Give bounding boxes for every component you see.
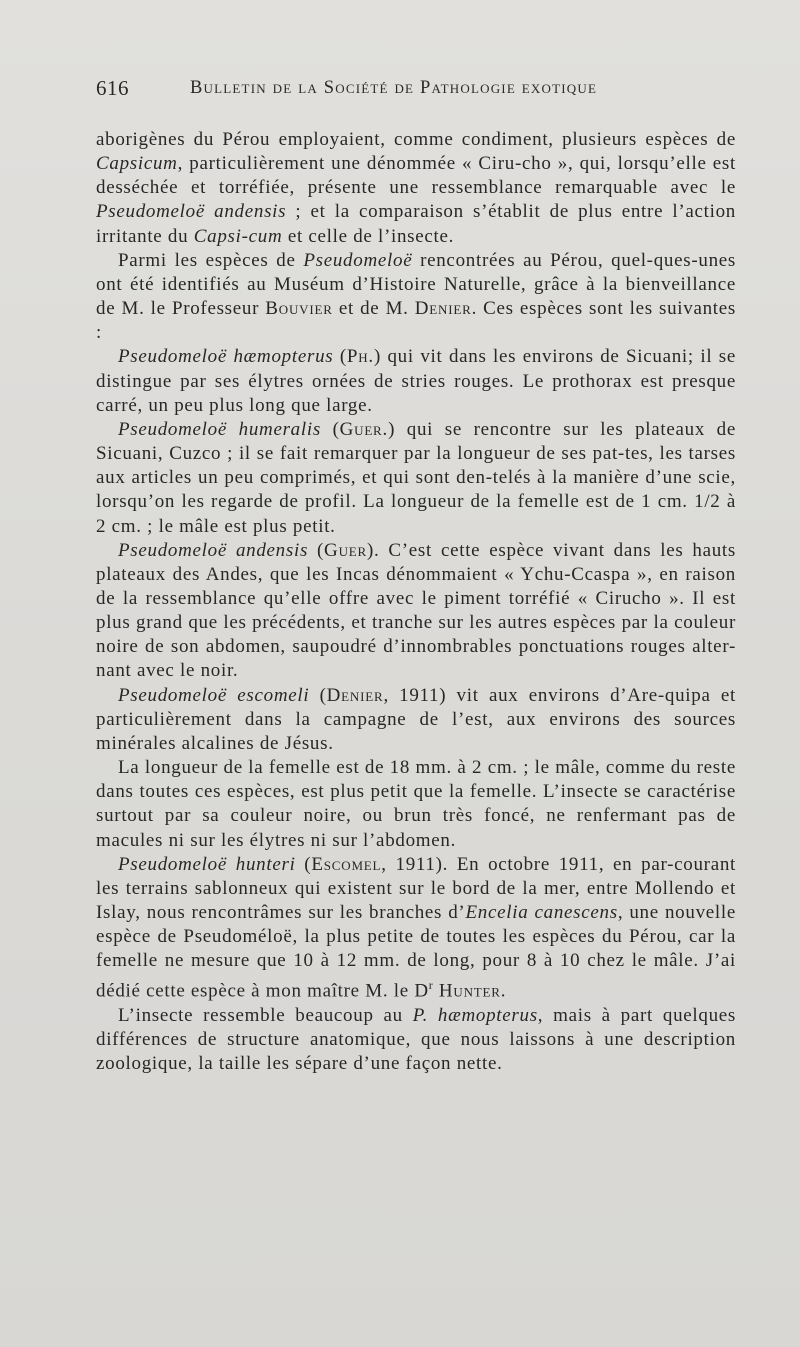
small-caps-name: Guer (324, 539, 367, 561)
small-caps-name: Denier (414, 298, 472, 320)
paragraph (96, 756, 736, 853)
text-run: . Ces espèces sont les suivantes : (96, 298, 736, 344)
text-run: L’insecte ressemble beaucoup au (118, 1004, 413, 1026)
text-run: ( (308, 539, 325, 561)
text-run: ( (320, 418, 340, 440)
paragraph (96, 249, 736, 346)
italic-term: Pseudomeloë andensis (96, 201, 287, 223)
small-caps-name: Escomel (311, 853, 382, 875)
paragraph (96, 128, 736, 249)
text-run: ) qui se rencontre sur les plateaux de Sicuani, Cuzco ; il se fait remarquer par la longueur de ses pat-tes, les tarses aux articles un peu comprimés, et qui sont den-telés à la manière d’une scie, lorsqu’on les regarde de profil. La longueur de la femelle est de 1 cm. 1/2 à 2 cm. ; le mâle est plus petit. (96, 418, 737, 537)
small-caps-name: Guer. (339, 418, 389, 440)
superscript: r (428, 978, 434, 993)
paragraph (96, 345, 736, 417)
text-run: ( (333, 346, 347, 368)
italic-term: Capsicum (96, 153, 178, 175)
running-title: Bulletin de la Société de Pathologie exotique (190, 78, 598, 98)
text-run: ) qui vit dans les environs de Sicuani; il se distingue par ses élytres ornées de stries rouges. Le prothorax est presque carré, un peu plus long que large. (96, 346, 737, 416)
text-run: , une nouvelle espèce de Pseudoméloë, la plus petite de toutes les espèces du Pérou, car la femelle ne mesure que 10 à 12 mm. de long, pour 8 à 10 chez le mâle. J’ai dédié cette espèce à mon maître M. le D (96, 902, 736, 1002)
body-text (96, 128, 736, 1076)
italic-term: P. hæmopterus (412, 1004, 538, 1026)
text-run: , mais à part quelques différences de structure anatomique, que nous laissons à une description zoologique, la taille les sépare d’une façon nette. (96, 1004, 737, 1075)
italic-term: Pseudomeloë (303, 249, 413, 271)
text-run: La longueur de la femelle est de 18 mm. à 2 cm. ; le mâle, comme du reste dans toutes ces espèces, est plus petit que la femelle. L’insecte se caractérise surtout par sa couleur noire, ou brun très foncé, ne renfermant pas de macules ni sur les élytres ni sur l’abdomen. (96, 757, 736, 851)
italic-term: Capsi-cum (193, 225, 283, 247)
italic-term: Pseudomeloë humeralis (118, 418, 321, 440)
italic-term: Pseudomeloë escomeli (118, 684, 310, 706)
small-caps-name: Denier (326, 684, 384, 706)
text-run: , 1911). En octobre 1911, en par-courant les terrains sablonneux qui existent sur le bord de la mer, entre Mollendo et Islay, nous rencontrâmes sur les branches d’ (96, 853, 737, 923)
text-run: . (500, 980, 507, 1002)
italic-term: Pseudomeloë andensis (118, 539, 309, 561)
page-header (96, 74, 736, 106)
text-run: aborigènes du Pérou employaient, comme condiment, plusieurs espèces de (96, 129, 736, 150)
small-caps-name: Hunter (438, 980, 501, 1002)
small-caps-name: Bouvier (265, 298, 333, 320)
paragraph (96, 1004, 736, 1076)
page-number: 616 (96, 76, 129, 100)
text-run: ( (295, 853, 312, 875)
italic-term: Pseudomeloë hæmopterus (118, 346, 334, 368)
small-caps-name: Ph. (346, 346, 374, 368)
text-run: Parmi les espèces de (118, 249, 304, 271)
text-run: ). C’est cette espèce vivant dans les hauts plateaux des Andes, que les Incas dénommaient « Ychu-Ccaspa », en raison de la ressemblance qu’elle offre avec le piment torréfié « Cirucho ». Il est plus grand que les précédents, et tranche sur les autres espèces par la couleur noire de son abdomen, saupoudré d’innombrables ponctuations rouges alter-nant avec le noir. (96, 539, 737, 682)
text-run: et de M. (332, 298, 415, 320)
paragraph (96, 539, 736, 684)
paragraph (96, 418, 736, 539)
text-run: , particulièrement une dénommée « Ciru-cho », qui, lorsqu’elle est desséchée et torréfiée, présente une ressemblance remarquable avec le (96, 153, 736, 199)
text-run: et celle de l’insecte. (282, 225, 455, 247)
italic-term: Pseudomeloë hunteri (118, 853, 296, 875)
paragraph (96, 853, 736, 1004)
text-run: , 1911) vit aux environs d’Are-quipa et particulièrement dans la campagne de l’est, aux environs des sources minérales alcalines de Jésus. (96, 684, 736, 754)
paragraph (96, 684, 736, 756)
italic-term: Encelia canescens (465, 902, 618, 923)
text-run: ( (309, 684, 327, 706)
text-run: ; et la comparaison s’établit de plus entre l’action irritante du (96, 201, 736, 247)
text-run: rencontrées au Pérou, quel-ques-unes ont été identifiés au Muséum d’Histoire Naturelle, grâce à la bienveillance de M. le Professeur (96, 249, 736, 320)
